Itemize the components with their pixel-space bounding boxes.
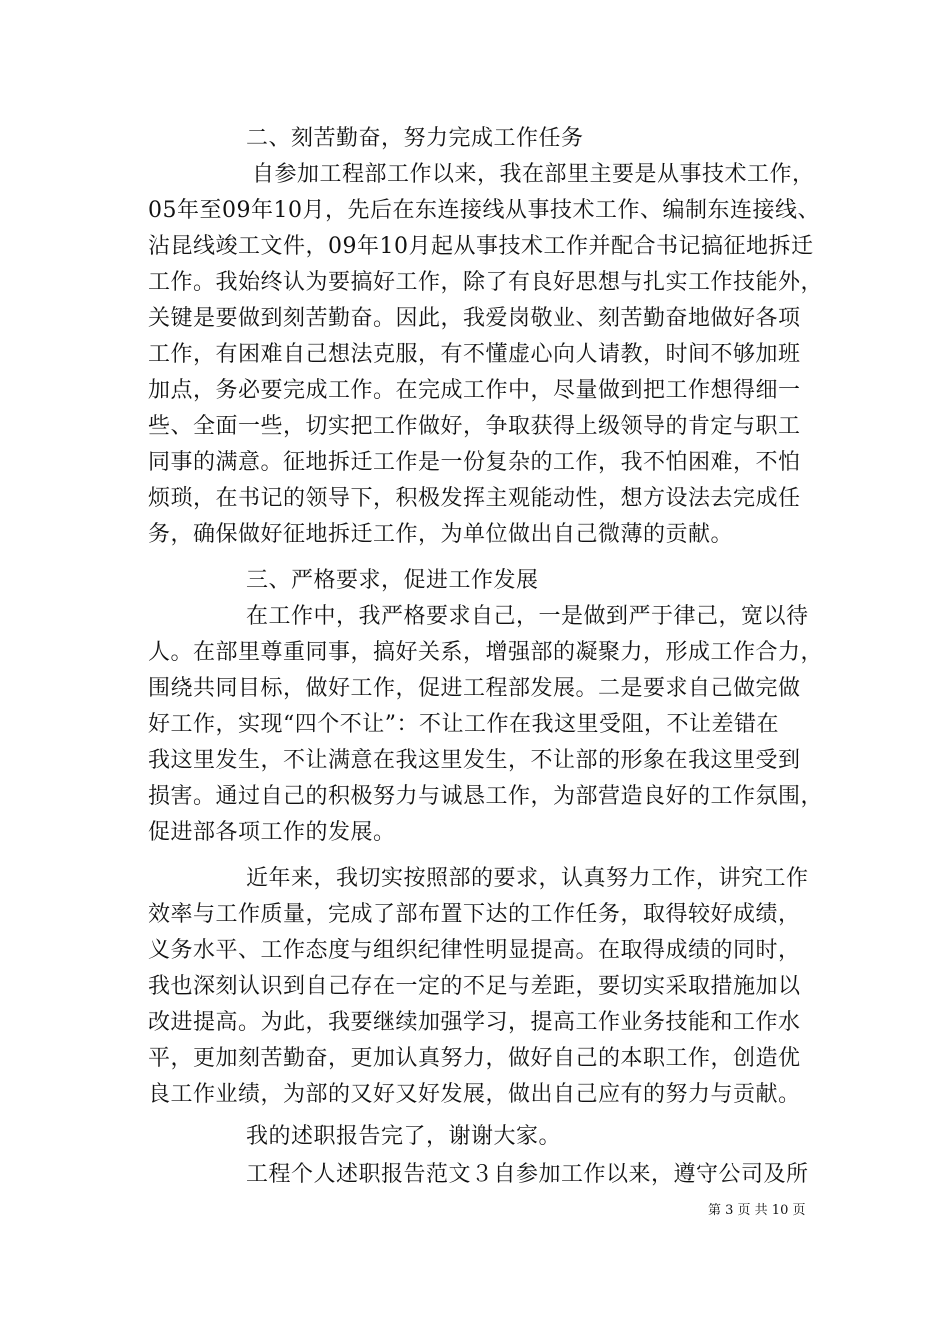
paragraph-line: 促进部各项工作的发展。 bbox=[148, 820, 396, 845]
paragraph-line: 近年来，我切实按照部的要求，认真努力工作，讲究工作 bbox=[246, 866, 809, 891]
paragraph-line: 05年至09年10月，先后在东连接线从事技术工作、编制东连接线、 bbox=[148, 198, 820, 223]
paragraph-line: 改进提高。为此，我要继续加强学习，提高工作业务技能和工作水 bbox=[148, 1010, 801, 1035]
paragraph-line: 关键是要做到刻苦勤奋。因此，我爱岗敬业、刻苦勤奋地做好各项 bbox=[148, 306, 801, 331]
section-heading-2: 二、刻苦勤奋，努力完成工作任务 bbox=[246, 126, 584, 151]
paragraph-line: 工程个人述职报告范文３自参加工作以来，遵守公司及所 bbox=[246, 1162, 809, 1187]
paragraph-line: 我也深刻认识到自己存在一定的不足与差距，要切实采取措施加以 bbox=[148, 974, 801, 999]
paragraph-line: 沾昆线竣工文件，09年10月起从事技术工作并配合书记搞征地拆迁 bbox=[148, 234, 814, 259]
paragraph-line: 工作。我始终认为要搞好工作，除了有良好思想与扎实工作技能外， bbox=[148, 270, 824, 295]
paragraph-line: 务，确保做好征地拆迁工作，为单位做出自己微薄的贡献。 bbox=[148, 522, 734, 547]
paragraph-line: 我这里发生，不让满意在我这里发生，不让部的形象在我这里受到 bbox=[148, 748, 801, 773]
paragraph-line: 加点，务必要完成工作。在完成工作中，尽量做到把工作想得细一 bbox=[148, 378, 801, 403]
paragraph-line: 好工作，实现“四个不让”：不让工作在我这里受阻，不让差错在 bbox=[148, 712, 779, 737]
paragraph-line: 损害。通过自己的积极努力与诚恳工作，为部营造良好的工作氛围， bbox=[148, 784, 824, 809]
page-number-footer: 第 3 页 共 10 页 bbox=[708, 1203, 806, 1218]
paragraph-line: 工作，有困难自己想法克服，有不懂虚心向人请教，时间不够加班 bbox=[148, 342, 801, 367]
paragraph-line: 平，更加刻苦勤奋，更加认真努力，做好自己的本职工作，创造优 bbox=[148, 1046, 801, 1071]
paragraph-line: 烦琐，在书记的领导下，积极发挥主观能动性，想方设法去完成任 bbox=[148, 486, 801, 511]
paragraph-line: 良工作业绩，为部的又好又好发展，做出自己应有的努力与贡献。 bbox=[148, 1082, 801, 1107]
paragraph-line: 在工作中，我严格要求自己，一是做到严于律己，宽以待 bbox=[246, 604, 809, 629]
paragraph-line: 自参加工程部工作以来，我在部里主要是从事技术工作， bbox=[252, 162, 815, 187]
paragraph-line: 效率与工作质量，完成了部布置下达的工作任务，取得较好成绩， bbox=[148, 902, 801, 927]
paragraph-line: 义务水平、工作态度与组织纪律性明显提高。在取得成绩的同时， bbox=[148, 938, 801, 963]
paragraph-line: 些、全面一些，切实把工作做好，争取获得上级领导的肯定与职工 bbox=[148, 414, 801, 439]
paragraph-line: 围绕共同目标，做好工作，促进工程部发展。二是要求自己做完做 bbox=[148, 676, 801, 701]
section-heading-3: 三、严格要求，促进工作发展 bbox=[246, 568, 539, 593]
paragraph-line: 人。在部里尊重同事，搞好关系，增强部的凝聚力，形成工作合力， bbox=[148, 640, 824, 665]
closing-line: 我的述职报告完了，谢谢大家。 bbox=[246, 1124, 562, 1149]
paragraph-line: 同事的满意。征地拆迁工作是一份复杂的工作，我不怕困难，不怕 bbox=[148, 450, 801, 475]
